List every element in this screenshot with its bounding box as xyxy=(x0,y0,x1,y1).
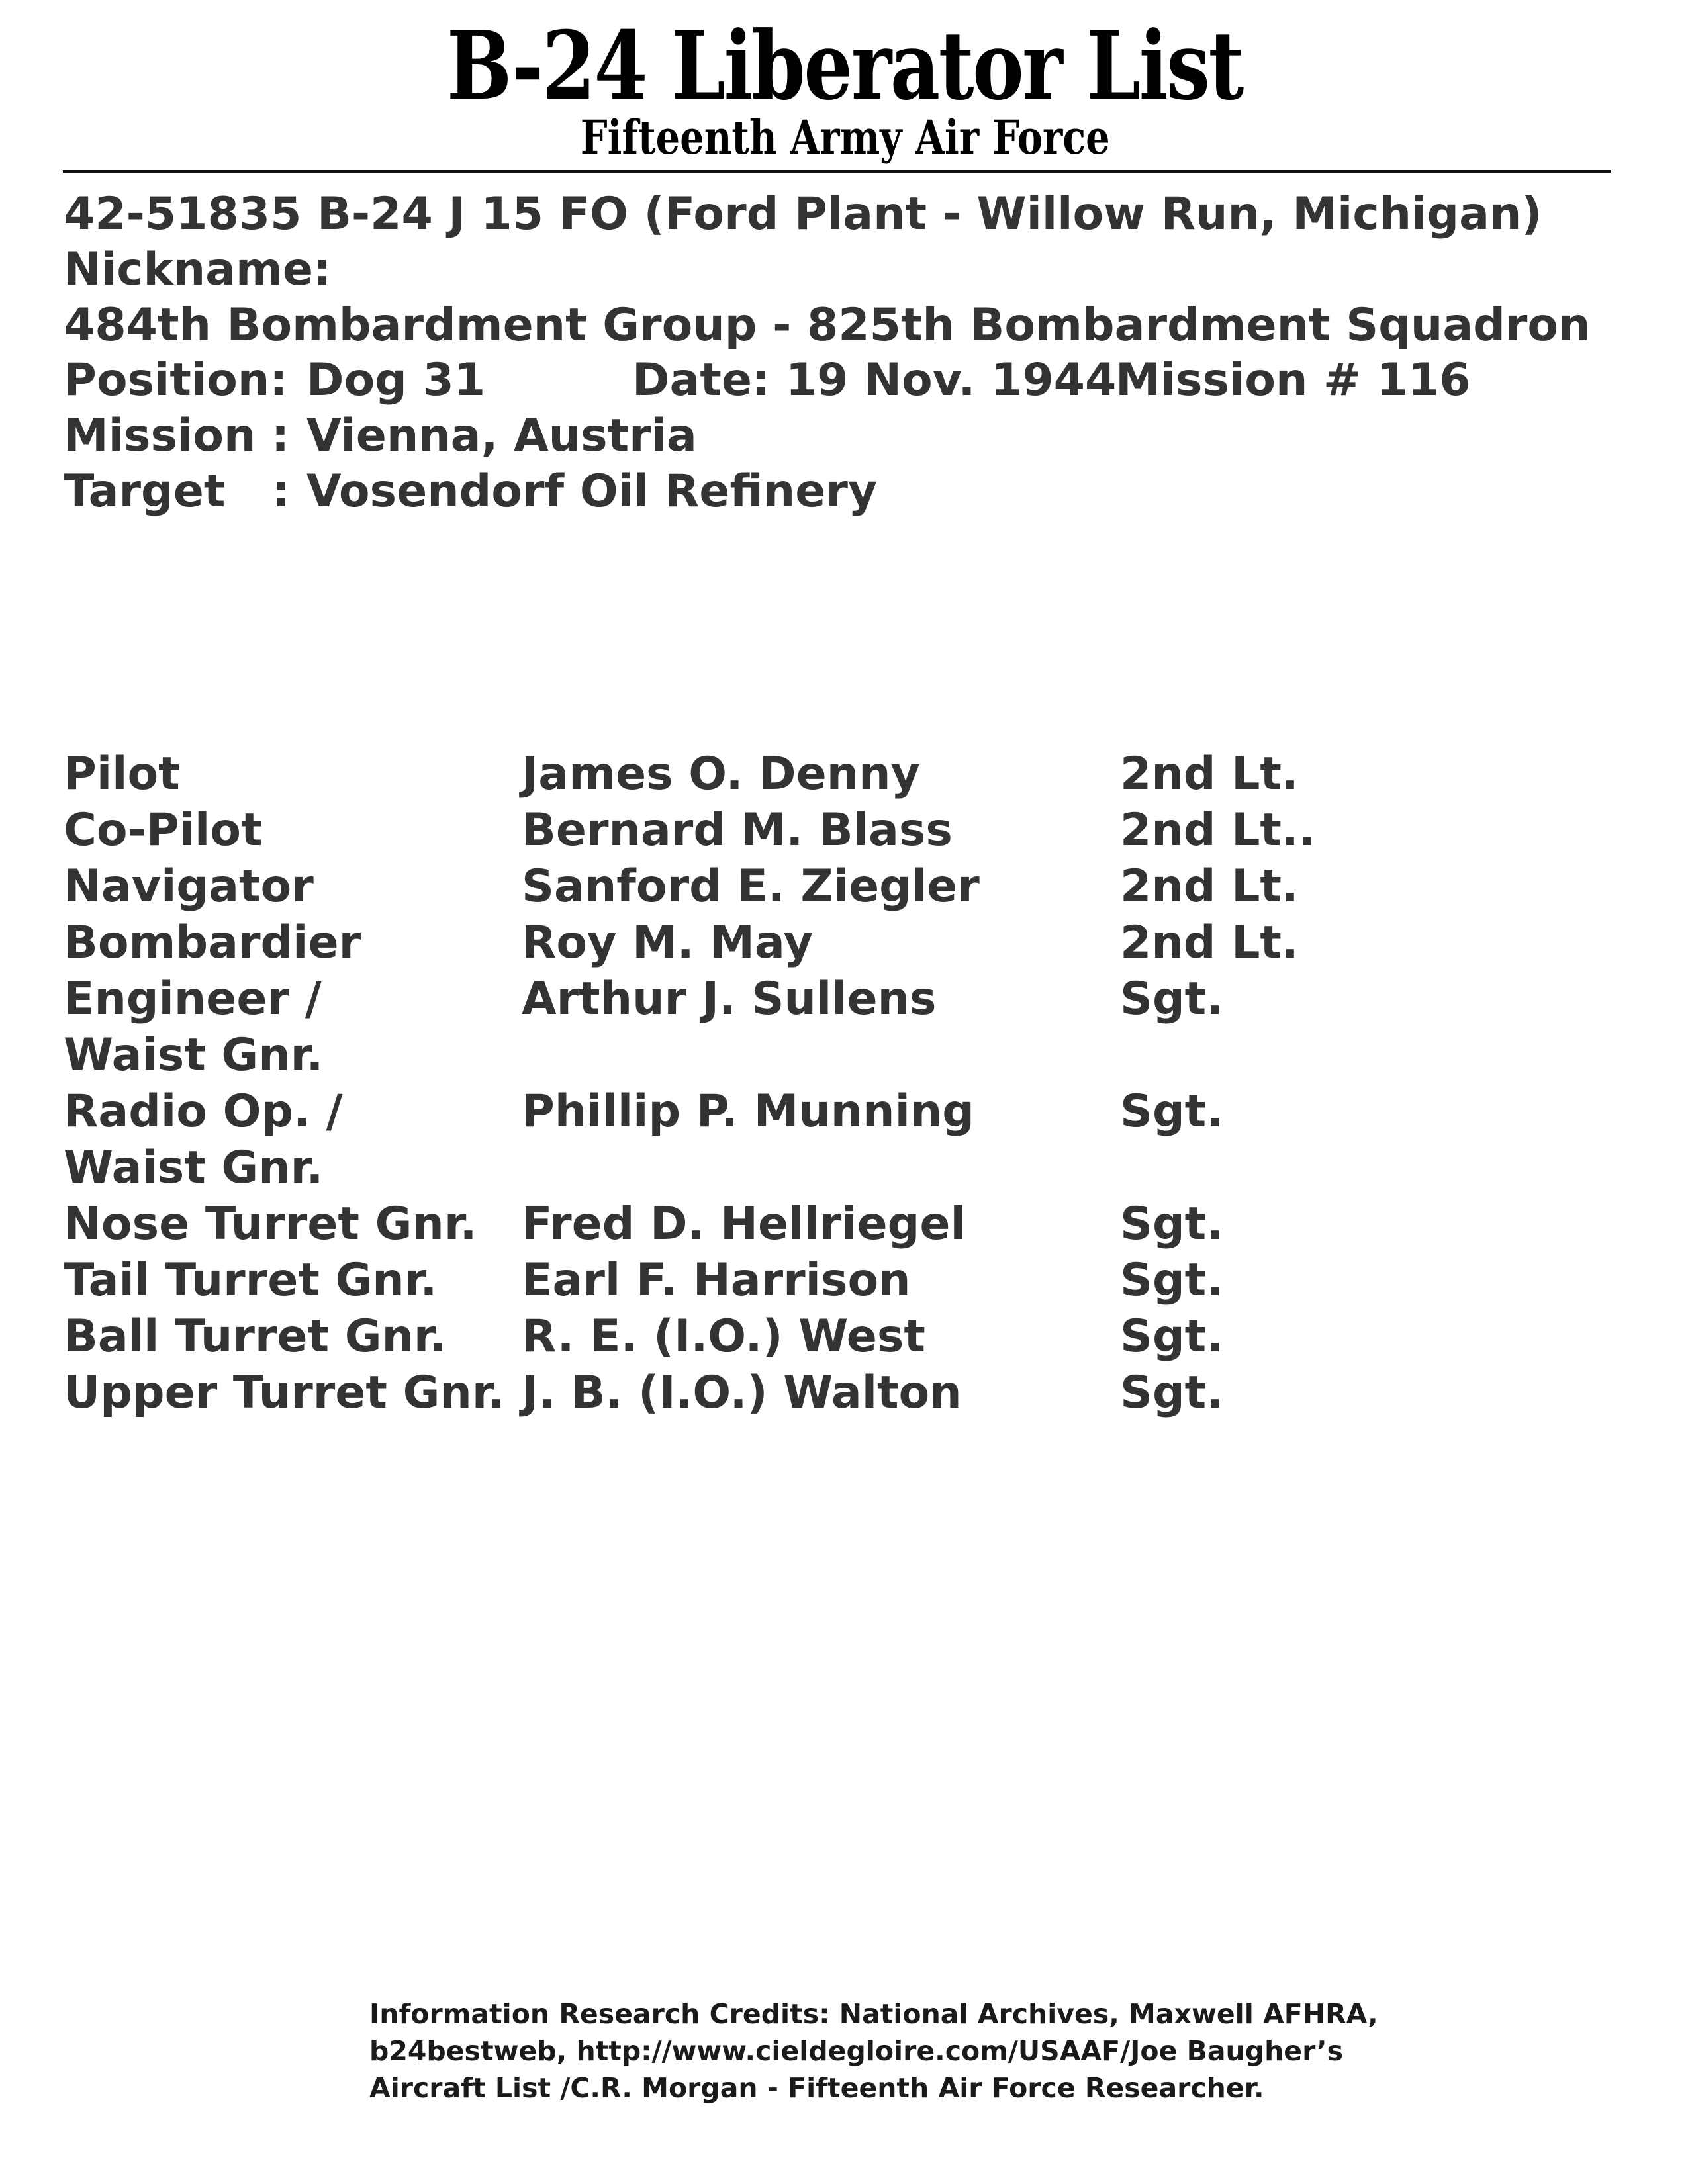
crew-name: James O. Denny xyxy=(522,748,920,800)
aircraft-serial-line: 42-51835 B-24 J 15 FO (Ford Plant - Willow Run, Michigan) xyxy=(64,188,1542,240)
page-subtitle: Fifteenth Army Air Force xyxy=(580,110,1110,165)
crew-rank: 2nd Lt. xyxy=(1120,917,1299,969)
crew-name: Fred D. Hellriegel xyxy=(522,1198,966,1250)
crew-name: Bernard M. Blass xyxy=(522,804,953,856)
crew-rank: 2nd Lt.. xyxy=(1120,804,1316,856)
crew-rank: Sgt. xyxy=(1120,1085,1223,1138)
crew-role: Upper Turret Gnr. xyxy=(64,1367,505,1419)
nickname-label: Nickname: xyxy=(64,244,332,296)
mission-date: Date: 19 Nov. 1944 xyxy=(632,354,1117,406)
mission-label: Mission : xyxy=(64,410,290,462)
page-title: B-24 Liberator List xyxy=(446,11,1243,121)
crew-rank: Sgt. xyxy=(1120,973,1223,1025)
credits-line: b24bestweb, http://www.cieldegloire.com/USAAF/Joe Baugher’s xyxy=(369,2035,1344,2067)
crew-role: Ball Turret Gnr. xyxy=(64,1310,447,1363)
crew-name: Arthur J. Sullens xyxy=(522,973,937,1025)
crew-name: Earl F. Harrison xyxy=(522,1254,911,1306)
title-divider xyxy=(63,170,1611,173)
crew-name: J. B. (I.O.) Walton xyxy=(522,1367,962,1419)
research-credits xyxy=(369,1995,1627,2107)
crew-role: Tail Turret Gnr. xyxy=(64,1254,438,1306)
crew-rank: Sgt. xyxy=(1120,1198,1223,1250)
unit-line: 484th Bombardment Group - 825th Bombardment Squadron xyxy=(64,299,1591,351)
crew-role: Navigator xyxy=(64,860,314,913)
crew-name: Phillip P. Munning xyxy=(522,1085,974,1138)
crew-role: Engineer / xyxy=(64,973,322,1025)
crew-role-continued: Waist Gnr. xyxy=(64,1142,324,1194)
target-label: Target : xyxy=(64,465,291,518)
crew-rank: Sgt. xyxy=(1120,1367,1223,1419)
crew-role: Pilot xyxy=(64,748,180,800)
position-label: Position: xyxy=(64,354,288,406)
crew-name: Sanford E. Ziegler xyxy=(522,860,980,913)
mission-value: Vienna, Austria xyxy=(306,410,697,462)
crew-name: Roy M. May xyxy=(522,917,814,969)
crew-name: R. E. (I.O.) West xyxy=(522,1310,925,1363)
target-value: Vosendorf Oil Refinery xyxy=(306,465,878,518)
credits-line: Aircraft List /C.R. Morgan - Fifteenth Air Force Researcher. xyxy=(369,2072,1264,2104)
crew-role-continued: Waist Gnr. xyxy=(64,1029,324,1081)
crew-role: Co-Pilot xyxy=(64,804,263,856)
crew-role: Nose Turret Gnr. xyxy=(64,1198,477,1250)
mission-number: Mission # 116 xyxy=(1115,354,1471,406)
crew-rank: 2nd Lt. xyxy=(1120,748,1299,800)
crew-rank: 2nd Lt. xyxy=(1120,860,1299,913)
position-value: Dog 31 xyxy=(306,354,486,406)
crew-role: Radio Op. / xyxy=(64,1085,343,1138)
crew-role: Bombardier xyxy=(64,917,361,969)
credits-line: Information Research Credits: National Archives, Maxwell AFHRA, xyxy=(369,1998,1378,2030)
crew-rank: Sgt. xyxy=(1120,1310,1223,1363)
crew-rank: Sgt. xyxy=(1120,1254,1223,1306)
